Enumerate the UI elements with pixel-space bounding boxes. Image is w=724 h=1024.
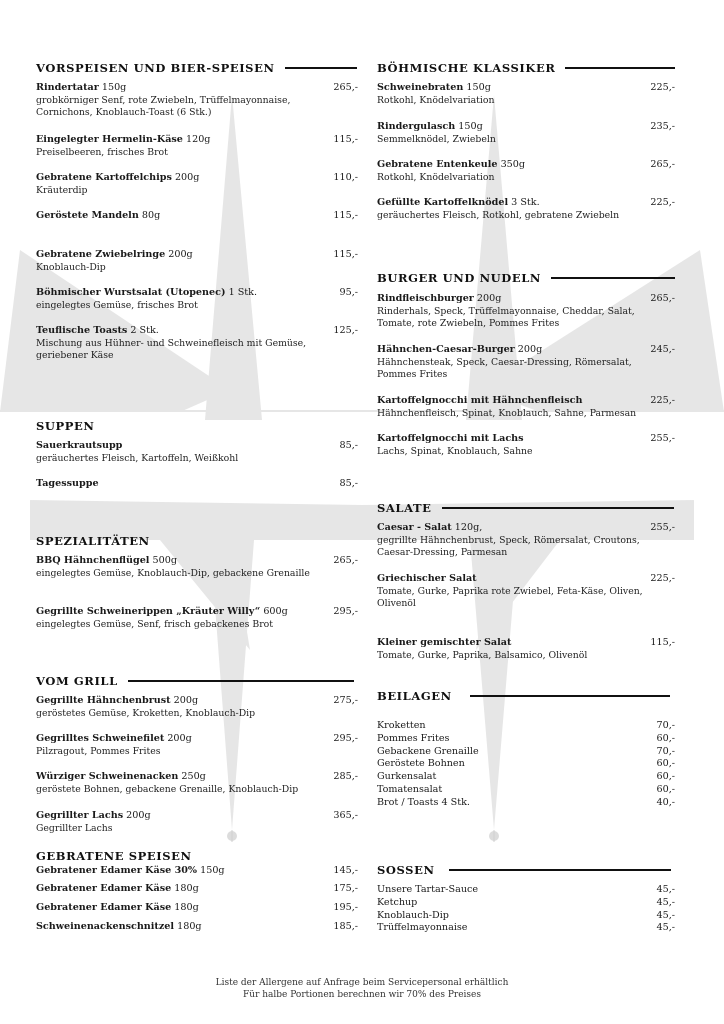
side-price: 60,- <box>656 771 675 783</box>
item-size: 150g <box>200 865 225 876</box>
menu-item <box>377 433 675 458</box>
item-size: 200g <box>517 344 543 355</box>
side-name: Pommes Frites <box>377 732 450 744</box>
item-description: gegrillte Hähnchenbrust, Speck, Römersalat, Croutons, Caesar-Dressing, Parmesan <box>377 534 640 558</box>
item-size: 200g <box>174 172 200 183</box>
menu-item <box>36 325 358 363</box>
menu-item <box>36 555 358 580</box>
section-title: SALATE <box>377 501 432 515</box>
item-price: 235,- <box>650 121 675 132</box>
section-title: BURGER UND NUDELN <box>377 271 542 285</box>
side-name: Gurkensalat <box>377 771 437 783</box>
item-name: Kleiner gemischter Salat <box>377 637 512 648</box>
item-name: Rindfleischburger <box>377 293 474 304</box>
menu-item <box>36 440 358 465</box>
section-vom-grill <box>36 673 358 834</box>
item-description: eingelegtes Gemüse, Senf, frisch gebackenes Brot <box>36 618 273 630</box>
section-title: SPEZIALITÄTEN <box>36 534 150 548</box>
menu-item <box>36 695 358 720</box>
item-size: 150g <box>101 82 127 93</box>
item-price: 175,- <box>333 883 358 894</box>
item-name: Gegrillter Lachs <box>36 810 124 821</box>
item-name: Gefüllte Kartoffelknödel <box>377 197 509 208</box>
item-size: 600g <box>263 606 288 617</box>
menu-item <box>377 344 675 382</box>
item-size: 200g <box>476 293 502 304</box>
side-name: Tomatensalat <box>377 783 443 795</box>
item-price: 365,- <box>333 810 358 821</box>
side-row <box>377 746 675 759</box>
item-price: 265,- <box>333 82 358 93</box>
item-description: Hähnchenfleisch, Spinat, Knoblauch, Sahne, Parmesan <box>377 407 637 419</box>
section-burger-und-nudeln <box>377 270 675 457</box>
item-price: 225,- <box>650 395 675 406</box>
section-title: BÖHMISCHE KLASSIKER <box>377 61 556 75</box>
item-description: Hähnchensteak, Speck, Caesar-Dressing, Römersalat, Pommes Frites <box>377 356 632 380</box>
menu-item <box>377 637 675 662</box>
section-boehmische-klassiker <box>377 60 675 221</box>
menu-item <box>377 82 675 107</box>
item-price: 185,- <box>333 921 358 932</box>
item-name: Kartoffelgnocchi mit Lachs <box>377 433 524 444</box>
item-size: 80g <box>141 210 161 221</box>
sauce-price: 45,- <box>656 909 675 921</box>
section-title: SUPPEN <box>36 419 95 433</box>
menu-item <box>36 921 358 934</box>
item-size: 1 Stk. <box>228 287 258 298</box>
item-description: geräuchertes Fleisch, Rotkohl, gebratene Zwiebeln <box>377 209 620 221</box>
section-divider <box>285 67 357 69</box>
menu-item <box>36 771 358 796</box>
menu-item <box>377 121 675 146</box>
section-header <box>36 848 358 864</box>
item-size: 150g <box>458 121 483 132</box>
sauce-row <box>377 884 675 897</box>
section-title: BEILAGEN <box>377 689 452 703</box>
item-name: Caesar - Salat <box>377 522 452 533</box>
menu-item <box>377 197 675 222</box>
section-spezialitaeten <box>36 533 358 630</box>
item-description: eingelegtes Gemüse, frisches Brot <box>36 299 198 311</box>
menu-item <box>36 287 358 312</box>
section-divider <box>565 67 675 69</box>
section-title: VORSPEISEN UND BIER-SPEISEN <box>36 61 275 75</box>
item-price: 110,- <box>333 172 358 183</box>
item-name: Geröstete Mandeln <box>36 210 139 221</box>
item-price: 265,- <box>650 293 675 304</box>
item-price: 285,- <box>333 771 358 782</box>
section-header <box>377 500 675 516</box>
item-price: 295,- <box>333 733 358 744</box>
section-title: GEBRATENE SPEISEN <box>36 849 192 863</box>
menu-item <box>36 478 358 491</box>
section-salate <box>377 500 675 661</box>
menu-item <box>36 810 358 835</box>
menu-item <box>377 573 675 611</box>
section-title: VOM GRILL <box>36 674 118 688</box>
menu-item <box>377 159 675 184</box>
footer-half-portion-note: Für halbe Portionen berechnen wir 70% des Preises <box>243 990 481 1000</box>
section-gebratene-speisen <box>36 848 358 932</box>
item-price: 245,- <box>650 344 675 355</box>
item-description: Knoblauch-Dip <box>36 261 106 273</box>
item-name: Schweinebraten <box>377 82 464 93</box>
item-description: Tomate, Gurke, Paprika, Balsamico, Olivenöl <box>377 649 588 661</box>
menu-item <box>377 293 675 331</box>
item-name: BBQ Hähnchenflügel <box>36 555 150 566</box>
item-price: 125,- <box>333 325 358 336</box>
side-name: Brot / Toasts 4 Stk. <box>377 796 470 808</box>
item-description: Rotkohl, Knödelvariation <box>377 171 495 183</box>
section-header <box>377 688 675 704</box>
side-row <box>377 784 675 797</box>
item-description: Semmelknödel, Zwiebeln <box>377 133 496 145</box>
section-header <box>36 418 358 434</box>
section-divider <box>449 869 671 871</box>
item-size: 180g <box>174 883 199 894</box>
item-size: 2 Stk. <box>130 325 159 336</box>
section-header <box>36 673 358 689</box>
item-size: 250g <box>181 771 206 782</box>
item-name: Rindertatar <box>36 82 99 93</box>
item-description: Mischung aus Hühner- und Schweinefleisch mit Gemüse, geriebener Käse <box>36 337 307 361</box>
item-name: Teuflische Toasts <box>36 325 128 336</box>
section-title: SOSSEN <box>377 863 435 877</box>
item-name: Gegrillte Schweinerippen „Kräuter Willy“ <box>36 606 261 617</box>
item-size: 180g <box>177 921 202 932</box>
item-name: Gebratener Edamer Käse <box>36 902 172 913</box>
menu-item <box>377 522 675 560</box>
item-price: 115,- <box>333 134 358 145</box>
item-name: Kartoffelgnocchi mit Hähnchenfleisch <box>377 395 583 406</box>
section-suppen <box>36 418 358 489</box>
side-list <box>377 720 675 810</box>
menu-item <box>36 902 358 915</box>
item-name: Sauerkrautsupp <box>36 440 123 451</box>
item-price: 265,- <box>650 159 675 170</box>
sauce-row <box>377 922 675 935</box>
side-name: Kroketten <box>377 720 426 731</box>
side-row <box>377 758 675 771</box>
item-description: Gegrillter Lachs <box>36 822 113 834</box>
side-name: Gebackene Grenaille <box>377 745 479 757</box>
item-price: 95,- <box>339 287 358 298</box>
item-name: Hähnchen-Caesar-Burger <box>377 344 515 355</box>
item-size: 120g, <box>454 522 483 533</box>
menu-item <box>36 134 358 159</box>
item-size: 150g <box>466 82 491 93</box>
item-description: Rotkohl, Knödelvariation <box>377 94 495 106</box>
item-size: 200g <box>167 733 192 744</box>
menu-item <box>36 733 358 758</box>
left-column <box>36 0 358 1024</box>
item-description: eingelegtes Gemüse, Knoblauch-Dip, gebackene Grenaille <box>36 567 310 579</box>
right-column <box>377 0 675 1024</box>
item-price: 225,- <box>650 82 675 93</box>
item-price: 225,- <box>650 197 675 208</box>
sauce-name: Knoblauch-Dip <box>377 909 449 921</box>
section-header <box>377 60 675 76</box>
section-divider <box>442 507 674 509</box>
item-price: 85,- <box>339 440 358 451</box>
side-price: 60,- <box>656 758 675 770</box>
item-description: Rinderhals, Speck, Trüffelmayonnaise, Cheddar, Salat, Tomate, rote Zwiebeln, Pommes Frites <box>377 305 635 329</box>
menu-item <box>36 172 358 197</box>
menu-item <box>36 606 358 631</box>
item-price: 145,- <box>333 865 358 876</box>
section-divider <box>128 680 354 682</box>
item-price: 195,- <box>333 902 358 913</box>
item-name: Böhmischer Wurstsalat (Utopenec) <box>36 287 226 298</box>
item-size: 200g <box>168 249 193 260</box>
sauce-row <box>377 910 675 923</box>
item-price: 295,- <box>333 606 358 617</box>
section-header <box>377 862 675 878</box>
side-row <box>377 797 675 810</box>
section-beilagen <box>377 688 675 808</box>
menu-item <box>36 210 358 223</box>
sauce-name: Ketchup <box>377 896 418 908</box>
side-price: 60,- <box>656 783 675 795</box>
item-size: 350g <box>500 159 526 170</box>
item-name: Gebratener Edamer Käse <box>36 883 172 894</box>
item-size: 200g <box>126 810 151 821</box>
sauce-list <box>377 884 675 935</box>
section-sossen <box>377 862 675 934</box>
menu-item <box>377 395 675 420</box>
item-price: 255,- <box>650 522 675 533</box>
section-header <box>36 60 358 76</box>
side-price: 40,- <box>656 796 675 808</box>
side-price: 60,- <box>656 732 675 744</box>
item-description: Kräuterdip <box>36 184 88 196</box>
section-vorspeisen <box>36 60 358 361</box>
item-name: Gebratene Kartoffelchips <box>36 172 172 183</box>
side-row <box>377 771 675 784</box>
item-price: 85,- <box>339 478 358 489</box>
footer-note <box>0 977 724 1001</box>
sauce-name: Unsere Tartar-Sauce <box>377 884 479 895</box>
item-name: Gebratene Entenkeule <box>377 159 498 170</box>
sauce-price: 45,- <box>656 884 675 895</box>
sauce-price: 45,- <box>656 922 675 934</box>
item-name: Rindergulasch <box>377 121 456 132</box>
item-price: 225,- <box>650 573 675 584</box>
item-size: 180g <box>174 902 199 913</box>
item-price: 255,- <box>650 433 675 444</box>
section-header <box>377 270 675 286</box>
item-size: 3 Stk. <box>511 197 540 208</box>
item-description: geröstete Bohnen, gebackene Grenaille, Knoblauch-Dip <box>36 783 299 795</box>
menu-item <box>36 865 358 878</box>
sauce-row <box>377 897 675 910</box>
menu-item <box>36 82 358 120</box>
item-description: geräuchertes Fleisch, Kartoffeln, Weißkohl <box>36 452 239 464</box>
menu-item <box>36 883 358 896</box>
item-name: Griechischer Salat <box>377 573 477 584</box>
menu-item <box>36 249 358 274</box>
item-description: Pilzragout, Pommes Frites <box>36 745 161 757</box>
item-name: Gebratene Zwiebelringe <box>36 249 166 260</box>
item-description: Lachs, Spinat, Knoblauch, Sahne <box>377 445 533 457</box>
item-name: Tagessuppe <box>36 478 99 489</box>
item-size: 120g <box>185 134 211 145</box>
item-name: Würziger Schweinenacken <box>36 771 179 782</box>
side-price: 70,- <box>656 720 675 731</box>
item-size: 200g <box>173 695 199 706</box>
item-description: grobkörniger Senf, rote Zwiebeln, Trüffelmayonnaise, Cornichons, Knoblauch-Toast (6 Stk.) <box>36 94 291 118</box>
sauce-price: 45,- <box>656 896 675 908</box>
item-price: 265,- <box>333 555 358 566</box>
item-name: Gegrilltes Schweinefilet <box>36 733 165 744</box>
side-price: 70,- <box>656 745 675 757</box>
item-name: Gegrillte Hähnchenbrust <box>36 695 171 706</box>
section-divider <box>470 695 670 697</box>
sauce-name: Trüffelmayonnaise <box>377 922 468 934</box>
side-row <box>377 720 675 733</box>
section-divider <box>551 277 675 279</box>
item-price: 115,- <box>333 249 358 260</box>
item-name: Eingelegter Hermelin-Käse <box>36 134 183 145</box>
item-price: 115,- <box>650 637 675 648</box>
side-name: Geröstete Bohnen <box>377 758 465 770</box>
side-row <box>377 733 675 746</box>
item-price: 115,- <box>333 210 358 221</box>
section-header <box>36 533 358 549</box>
item-description: Preiselbeeren, frisches Brot <box>36 146 168 158</box>
item-description: Tomate, Gurke, Paprika rote Zwiebel, Feta-Käse, Oliven, Olivenöl <box>377 585 643 609</box>
item-size: 500g <box>152 555 177 566</box>
item-price: 275,- <box>333 695 358 706</box>
item-name: Gebratener Edamer Käse 30% <box>36 865 198 876</box>
item-name: Schweinenackenschnitzel <box>36 921 175 932</box>
footer-allergen-note: Liste der Allergene auf Anfrage beim Servicepersonal erhältlich <box>215 978 509 988</box>
item-description: geröstetes Gemüse, Kroketten, Knoblauch-Dip <box>36 707 256 719</box>
